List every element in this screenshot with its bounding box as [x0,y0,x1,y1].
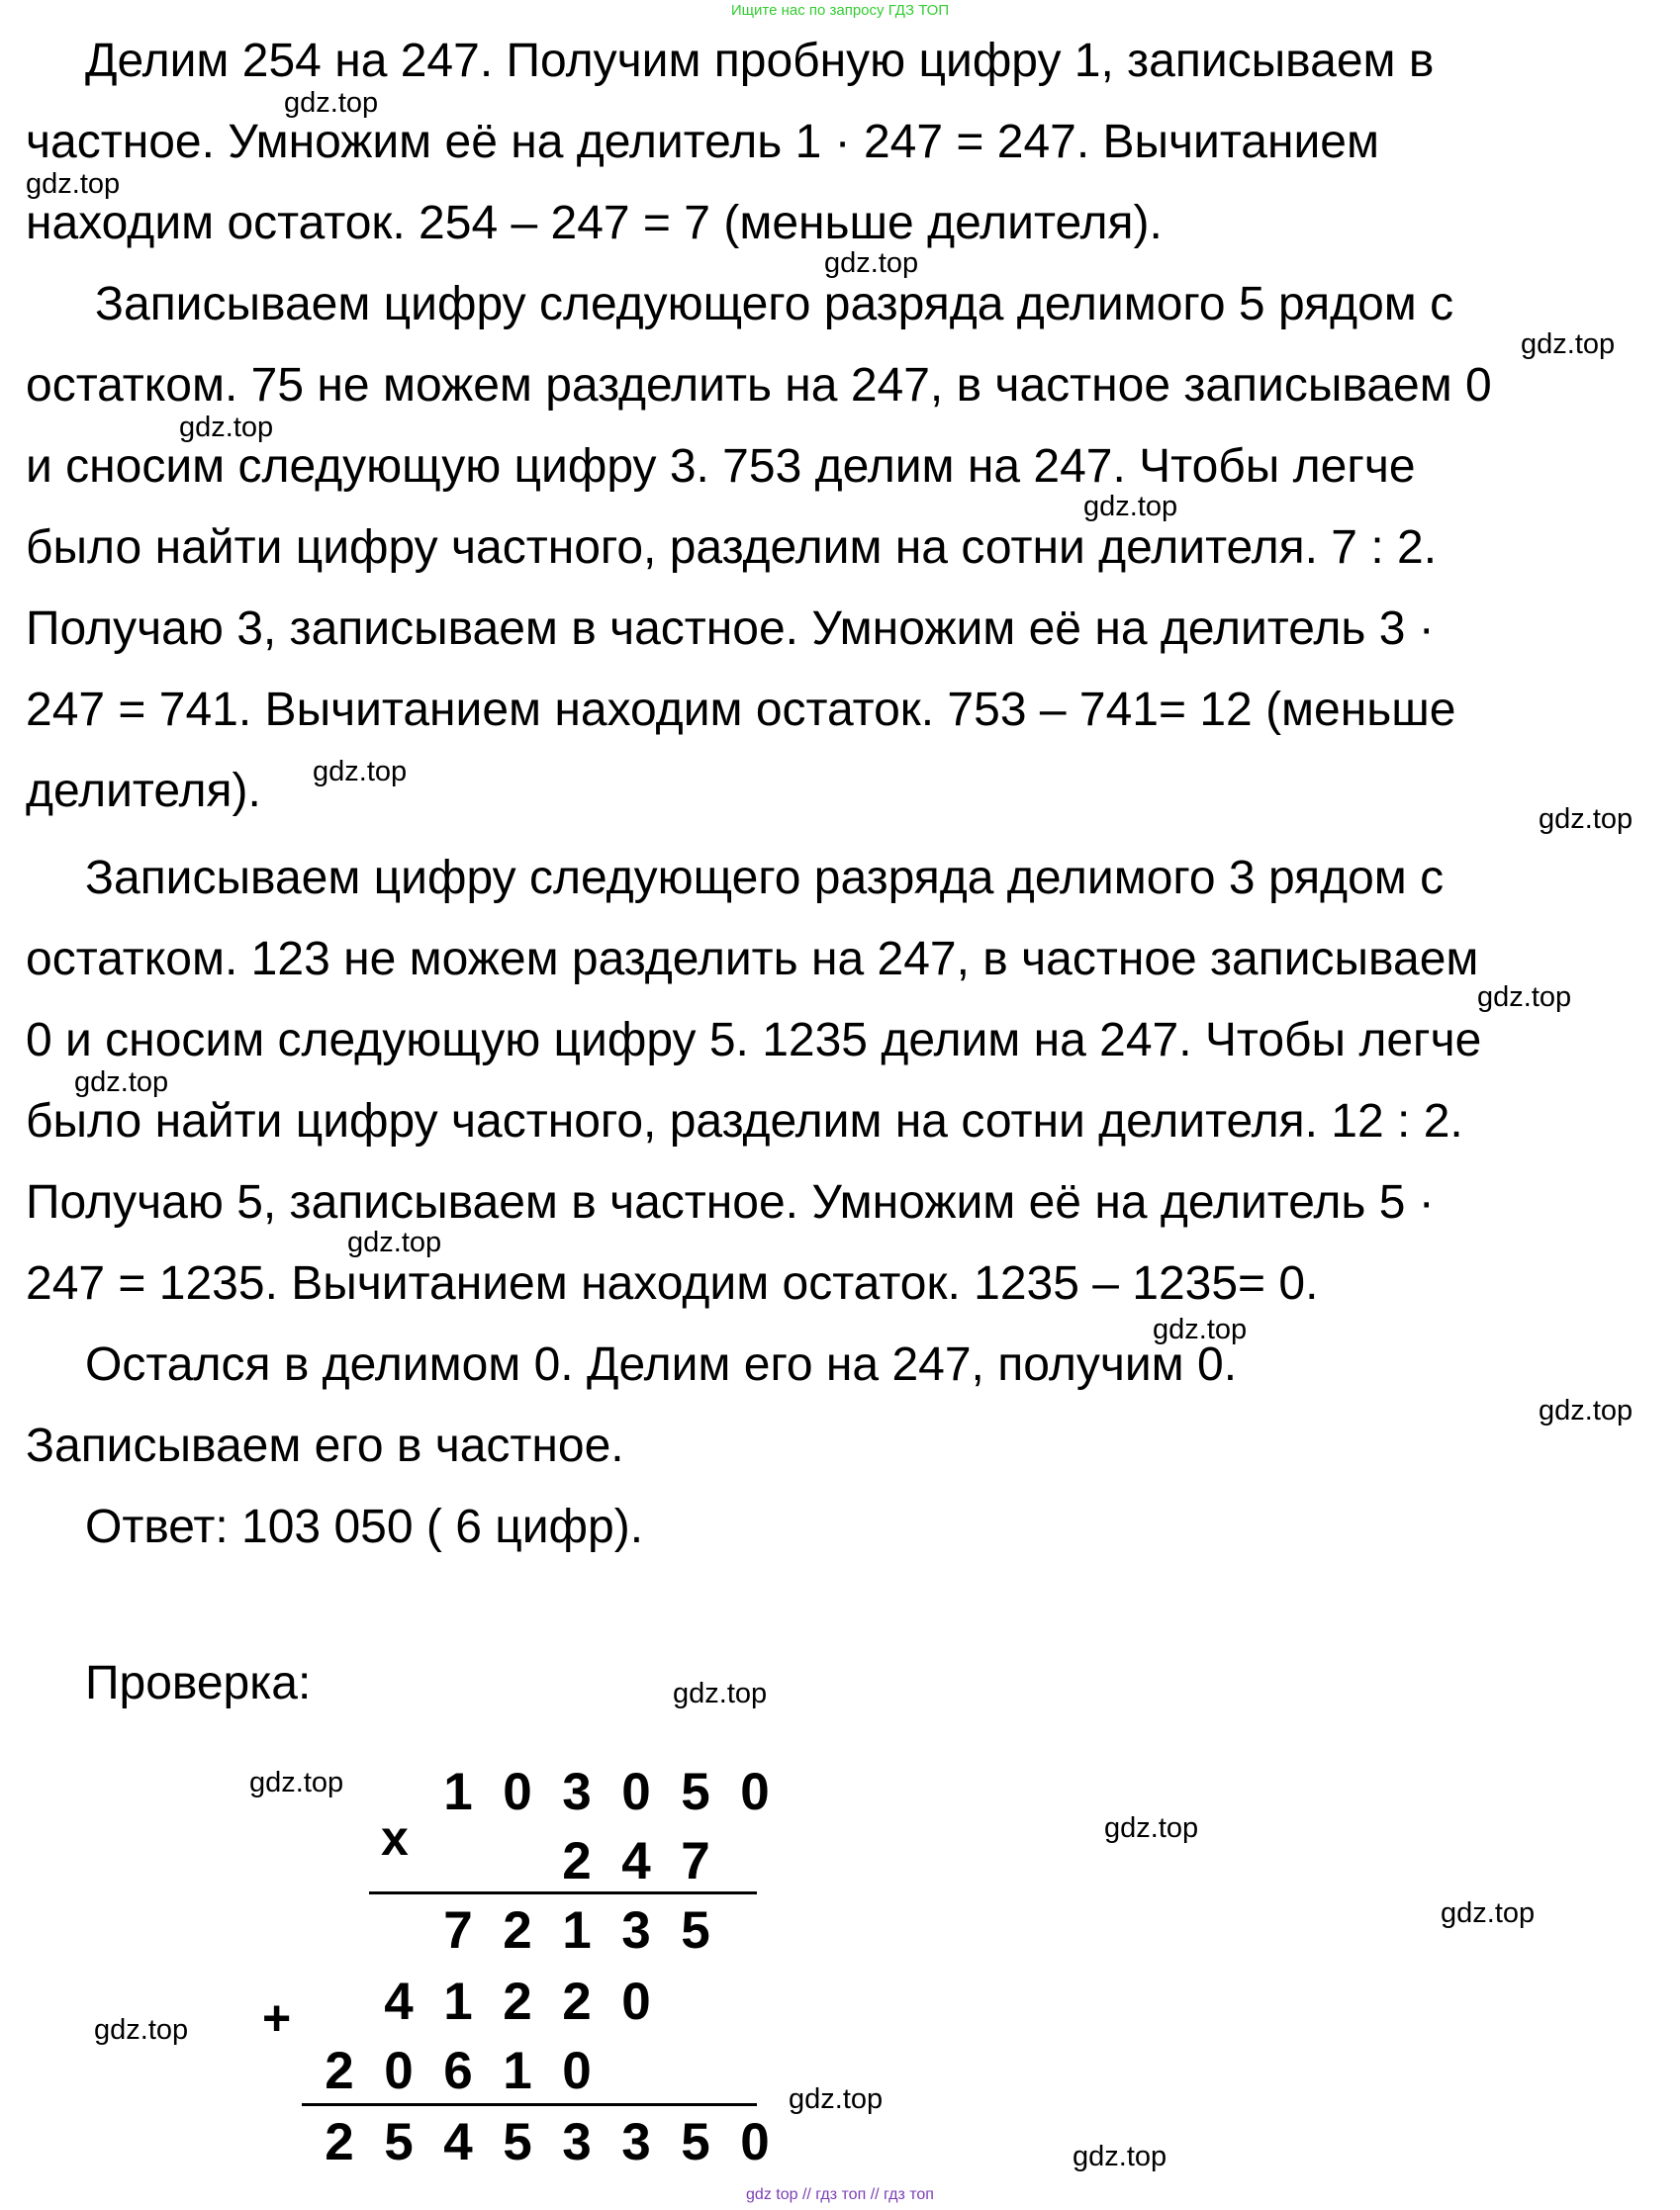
digit: 2 [325,2042,354,2100]
digit: 2 [325,2113,354,2171]
digit: 0 [503,1763,532,1821]
digit: 5 [384,2113,414,2171]
text-line: 247 = 1235. Вычитанием находим остаток. 1235 – 1235= 0. [26,1257,1319,1310]
text-line: Делим 254 на 247. Получим пробную цифру 1, записываем в [85,35,1435,87]
watermark: gdz.top [1073,2141,1167,2172]
digit: 7 [681,1832,710,1890]
digit: 1 [503,2042,532,2100]
watermark: gdz.top [249,1767,344,1798]
check-heading: Проверка: [85,1657,312,1709]
text-line: делителя). [26,765,261,817]
digit: 6 [443,2042,473,2100]
watermark: gdz.top [1153,1314,1248,1345]
plus-sign: + [262,1990,292,2046]
digit: 2 [503,1973,532,2031]
watermark: gdz.top [1104,1812,1199,1844]
digit: 3 [621,1901,651,1960]
text-line: Получаю 5, записываем в частное. Умножим её на делитель 5 · [26,1176,1435,1229]
digit: 4 [621,1832,651,1890]
watermark: gdz.top [1477,981,1572,1013]
digit: 4 [443,2113,473,2171]
digit: 0 [384,2042,414,2100]
watermark: gdz.top [74,1066,169,1098]
multiply-sign: x [381,1810,409,1866]
digit: 7 [443,1901,473,1960]
digit: 1 [562,1901,592,1960]
text-line: Записываем цифру следующего разряда делимого 3 рядом с [85,852,1445,904]
watermark: gdz.top [347,1227,442,1258]
digit: 3 [621,2113,651,2171]
watermark: gdz.top [824,247,919,279]
watermark: gdz.top [1441,1897,1536,1929]
answer-line: Ответ: 103 050 ( 6 цифр). [85,1501,644,1553]
digit: 5 [681,2113,710,2171]
watermark: gdz.top [1539,1395,1633,1427]
watermark: gdz.top [1083,491,1178,522]
digit: 1 [443,1763,473,1821]
text-line: находим остаток. 254 – 247 = 7 (меньше делителя). [26,197,1163,249]
search-hint-banner: Ищите нас по запросу ГДЗ ТОП [730,2,950,19]
digit: 3 [562,1763,592,1821]
text-line: Записываем цифру следующего разряда делимого 5 рядом с [95,278,1454,330]
digit: 0 [740,1763,770,1821]
watermark: gdz.top [1539,803,1633,835]
watermark: gdz.top [284,87,379,119]
digit: 2 [562,1973,592,2031]
watermark: gdz.top [179,412,274,443]
digit: 0 [740,2113,770,2171]
text-line: и сносим следующую цифру 3. 753 делим на 247. Чтобы легче [26,440,1416,493]
watermark: gdz.top [94,2014,189,2046]
divider-line [369,1891,757,1894]
text-line: 247 = 741. Вычитанием находим остаток. 753 – 741= 12 (меньше [26,684,1456,736]
text-line: Остался в делимом 0. Делим его на 247, получим 0. [85,1338,1238,1391]
text-line: частное. Умножим её на делитель 1 · 247 = 247. Вычитанием [26,116,1379,168]
watermark: gdz.top [789,2083,884,2115]
digit: 4 [384,1973,414,2031]
watermark: gdz.top [26,168,121,200]
digit: 2 [562,1832,592,1890]
digit: 5 [681,1901,710,1960]
text-line: Записываем его в частное. [26,1420,624,1472]
digit: 1 [443,1973,473,2031]
digit: 0 [621,1763,651,1821]
text-line: остатком. 75 не можем разделить на 247, в частное записываем 0 [26,359,1492,412]
footer-watermark: gdz top // гдз топ // гдз топ [746,2186,934,2203]
text-line: Получаю 3, записываем в частное. Умножим её на делитель 3 · [26,602,1435,655]
digit: 3 [562,2113,592,2171]
digit: 2 [503,1901,532,1960]
digit: 5 [681,1763,710,1821]
watermark: gdz.top [313,756,408,787]
digit: 0 [562,2042,592,2100]
divider-line [302,2103,757,2106]
digit: 5 [503,2113,532,2171]
digit: 0 [621,1973,651,2031]
text-line: было найти цифру частного, разделим на сотни делителя. 7 : 2. [26,521,1438,574]
text-line: 0 и сносим следующую цифру 5. 1235 делим на 247. Чтобы легче [26,1014,1482,1066]
text-line: было найти цифру частного, разделим на сотни делителя. 12 : 2. [26,1095,1463,1148]
watermark: gdz.top [1521,328,1616,360]
text-line: остатком. 123 не можем разделить на 247, в частное записываем [26,933,1479,985]
watermark: gdz.top [673,1678,768,1709]
